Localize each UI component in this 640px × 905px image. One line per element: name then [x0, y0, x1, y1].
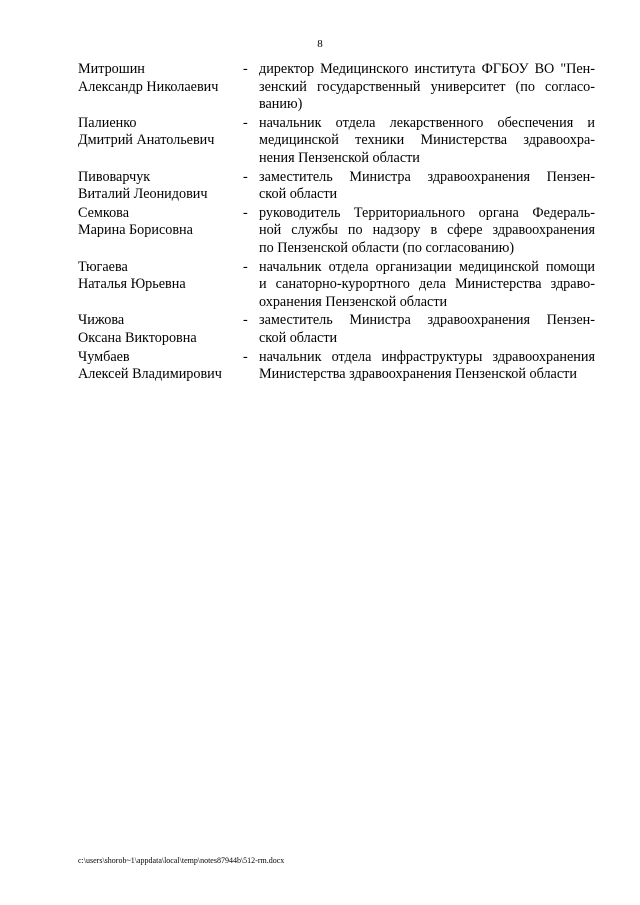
position-line: ской области — [259, 186, 338, 203]
member-name — [78, 115, 238, 150]
position-line: зенский государственный университет (по согласо- — [259, 78, 595, 95]
member-name — [78, 312, 238, 347]
member-list — [78, 61, 598, 385]
position-line: заместитель Министра здравоохранения Пензен- — [259, 312, 595, 329]
member-dash: - — [243, 312, 248, 329]
member-position — [259, 259, 595, 312]
member-row — [78, 61, 598, 114]
page-number: 8 — [317, 38, 323, 50]
member-position — [259, 312, 595, 347]
member-surname: Пивоварчук — [78, 168, 151, 185]
member-row — [78, 169, 598, 204]
member-surname: Чумбаев — [78, 348, 130, 365]
member-given-names: Дмитрий Анатольевич — [78, 132, 215, 149]
member-row — [78, 312, 598, 347]
member-dash: - — [243, 258, 248, 275]
position-line: ванию) — [259, 96, 303, 113]
member-given-names: Александр Николаевич — [78, 78, 219, 95]
member-given-names: Виталий Леонидович — [78, 186, 208, 203]
position-line: и санаторно-курортного дела Министерства здраво- — [259, 276, 595, 293]
position-line: руководитель Территориального органа Федераль- — [259, 204, 595, 221]
member-dash: - — [243, 114, 248, 131]
member-dash: - — [243, 348, 248, 365]
position-line: заместитель Министра здравоохранения Пензен- — [259, 168, 595, 185]
member-given-names: Оксана Викторовна — [78, 329, 197, 346]
member-name — [78, 61, 238, 96]
member-name — [78, 349, 238, 384]
position-line: начальник отдела инфраструктуры здравоохранения — [259, 348, 595, 365]
position-line: Министерства здравоохранения Пензенской области — [259, 366, 577, 383]
member-name — [78, 259, 238, 294]
member-surname: Митрошин — [78, 61, 145, 77]
position-line: ской области — [259, 329, 338, 346]
position-line: ной службы по надзору в сфере здравоохранения — [259, 222, 595, 239]
position-line: директор Медицинского института ФГБОУ ВО "Пен- — [259, 61, 595, 77]
position-line: нения Пензенской области — [259, 149, 420, 166]
member-row — [78, 349, 598, 384]
position-line: охранения Пензенской области — [259, 293, 448, 310]
member-surname: Палиенко — [78, 114, 137, 131]
member-position — [259, 115, 595, 168]
member-surname: Чижова — [78, 312, 125, 329]
member-position — [259, 205, 595, 258]
member-dash: - — [243, 168, 248, 185]
footer-file-path: c:\users\shorob~1\appdata\local\temp\notes87944b\512-rm.docx — [78, 856, 285, 865]
member-dash: - — [243, 61, 248, 77]
member-position — [259, 61, 595, 114]
member-row — [78, 205, 598, 258]
position-line: начальник отдела организации медицинской помощи — [259, 258, 595, 275]
member-position — [259, 349, 595, 384]
member-surname: Семкова — [78, 204, 129, 221]
position-line: начальник отдела лекарственного обеспечения и — [259, 114, 595, 131]
member-surname: Тюгаева — [78, 258, 128, 275]
member-given-names: Марина Борисовна — [78, 222, 193, 239]
member-name — [78, 205, 238, 240]
member-given-names: Алексей Владимирович — [78, 366, 222, 383]
member-dash: - — [243, 204, 248, 221]
member-name — [78, 169, 238, 204]
member-position — [259, 169, 595, 204]
position-line: медицинской техники Министерства здравоохра- — [259, 132, 595, 149]
member-row — [78, 259, 598, 312]
member-row — [78, 115, 598, 168]
position-line: по Пензенской области (по согласованию) — [259, 239, 515, 256]
member-given-names: Наталья Юрьевна — [78, 276, 186, 293]
